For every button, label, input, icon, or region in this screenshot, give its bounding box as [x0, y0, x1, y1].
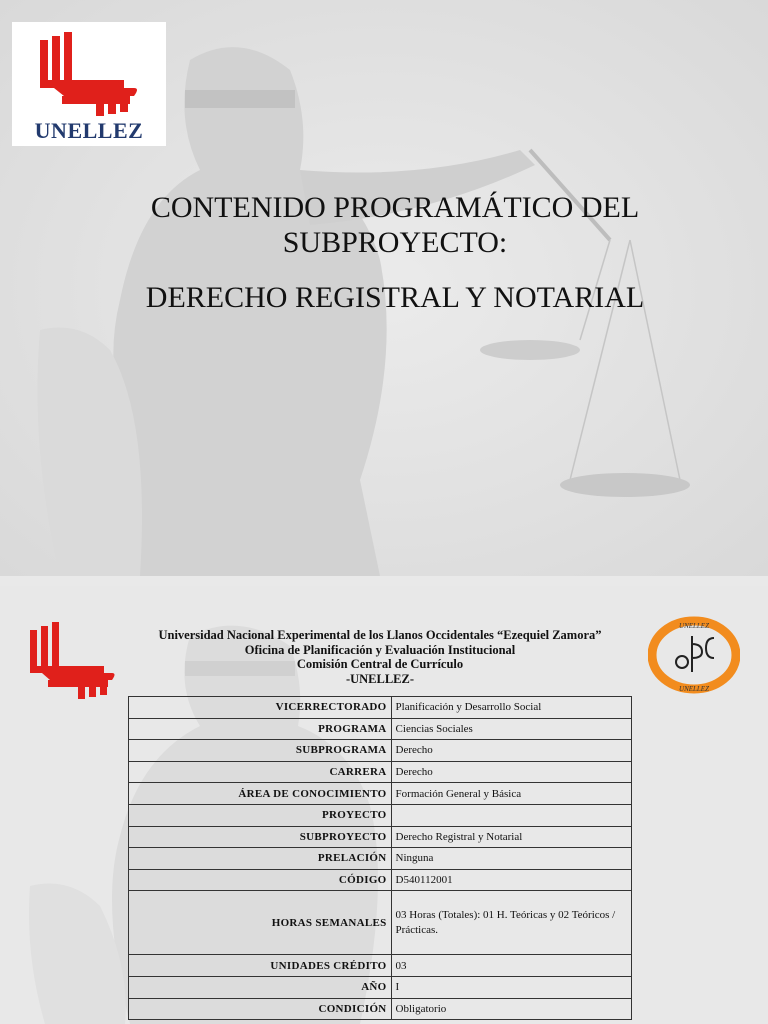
row-value: 03: [391, 955, 631, 977]
table-row: [129, 740, 632, 762]
table-row: [129, 976, 632, 998]
table-row: [129, 848, 632, 870]
table-row: [129, 783, 632, 805]
info-slide: [0, 586, 768, 1024]
row-value: I: [391, 976, 631, 998]
table-row: [129, 718, 632, 740]
title-line-1: CONTENIDO PROGRAMÁTICO DEL: [150, 191, 640, 224]
row-label: CONDICIÓN: [129, 998, 392, 1020]
row-value: Formación General y Básica: [391, 783, 631, 805]
row-value: 03 Horas (Totales): 01 H. Teóricas y 02 Teóricos / Prácticas.: [391, 891, 631, 955]
header-acronym: -UNELLEZ-: [345, 671, 415, 686]
row-label: PROGRAMA: [129, 718, 392, 740]
unellez-emblem-icon: [26, 622, 118, 702]
row-label: CARRERA: [129, 761, 392, 783]
unellez-emblem-icon: [34, 32, 144, 117]
row-value: Derecho: [391, 740, 631, 762]
table-row: [129, 998, 632, 1020]
table-row: [129, 697, 632, 719]
row-label: AÑO: [129, 976, 392, 998]
table-row: [129, 804, 632, 826]
table-row: [129, 761, 632, 783]
unellez-logo-text: UNELLEZ: [34, 118, 144, 143]
opc-logo-top-text: UNELLEZ: [679, 622, 709, 630]
row-label: UNIDADES CRÉDITO: [129, 955, 392, 977]
row-label: HORAS SEMANALES: [129, 891, 392, 955]
row-label: VICERRECTORADO: [129, 697, 392, 719]
subproject-info-table: [128, 696, 632, 1020]
slide-title: [90, 190, 700, 260]
row-value: D540112001: [391, 869, 631, 891]
row-value: Derecho Registral y Notarial: [391, 826, 631, 848]
row-value: [391, 804, 631, 826]
institution-header: [120, 628, 640, 686]
row-label: CÓDIGO: [129, 869, 392, 891]
row-value: Ninguna: [391, 848, 631, 870]
header-office: Oficina de Planificación y Evaluación Institucional: [244, 642, 516, 657]
table-row: [129, 955, 632, 977]
row-label: ÁREA DE CONOCIMIENTO: [129, 783, 392, 805]
row-label: SUBPROGRAMA: [129, 740, 392, 762]
opc-logo-bottom-text: UNELLEZ: [679, 685, 709, 693]
row-value: Derecho: [391, 761, 631, 783]
row-value: Planificación y Desarrollo Social: [391, 697, 631, 719]
row-label: PRELACIÓN: [129, 848, 392, 870]
table-row: [129, 869, 632, 891]
row-value: Obligatorio: [391, 998, 631, 1020]
title-line-2: SUBPROYECTO:: [282, 226, 508, 259]
unellez-logo: [12, 22, 166, 146]
header-university: Universidad Nacional Experimental de los Llanos Occidentales “Ezequiel Zamora”: [158, 628, 602, 642]
table-row: [129, 891, 632, 955]
row-label: PROYECTO: [129, 804, 392, 826]
row-value: Ciencias Sociales: [391, 718, 631, 740]
header-commission: Comisión Central de Currículo: [296, 657, 464, 671]
slide-subtitle: DERECHO REGISTRAL Y NOTARIAL: [145, 281, 645, 314]
opc-logo-icon: [648, 616, 740, 694]
row-label: SUBPROYECTO: [129, 826, 392, 848]
table-row: [129, 826, 632, 848]
